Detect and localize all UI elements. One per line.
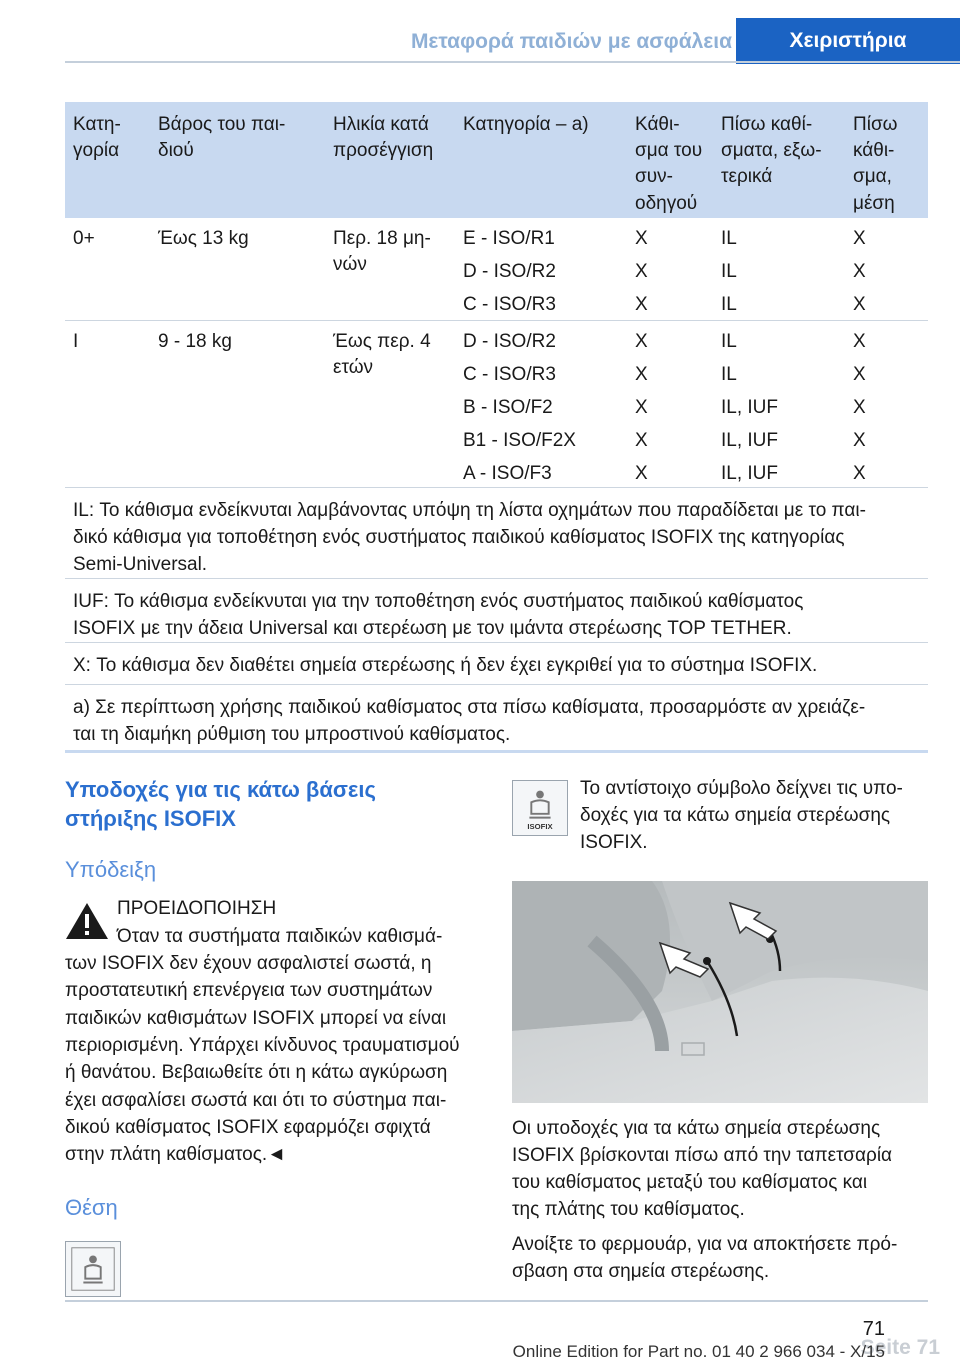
isofix-symbol-row <box>512 776 928 860</box>
table-cell: D - ISO/R2 <box>463 261 556 282</box>
warning-triangle-icon <box>65 901 109 941</box>
table-cell: 9 - 18 kg <box>158 331 232 352</box>
cell-passenger-seat <box>627 226 713 320</box>
table-cell: X <box>635 294 648 315</box>
table-bottom-rule <box>65 750 928 753</box>
cell-age <box>325 329 455 487</box>
cell-weight <box>150 226 325 320</box>
cell-rear-middle <box>845 226 928 320</box>
table-cell: X <box>853 463 866 484</box>
isofix-symbol-text: Το αντίστοιχο σύμβολο δείχνει τις υπο- δοχές για τα κάτω σημεία στερέωσης ISOFIX. <box>580 778 903 853</box>
table-row <box>65 321 928 488</box>
left-column <box>65 776 479 1297</box>
table-cell: IL, IUF <box>721 463 779 484</box>
cell-weight <box>150 329 325 487</box>
table-cell: Περ. 18 μη- νών <box>333 228 431 276</box>
isofix-anchor-photo <box>512 881 928 1103</box>
warning-block <box>65 895 479 1169</box>
table-cell: IL <box>721 294 737 315</box>
table-note-iuf: IUF: Το κάθισμα ενδείκνυται για την τοποθέτηση ενός συστήματος παιδικού καθίσματος ISOFIX με την άδεια Universal και στερέωση με τον ιμάντα στερέωσης TOP TETHER. <box>65 579 928 643</box>
table-cell: X <box>853 331 866 352</box>
cell-class <box>455 226 627 320</box>
table-header-row <box>65 102 928 218</box>
cell-rear-outer <box>713 329 845 487</box>
page-footer <box>0 1300 960 1362</box>
isofix-symbol-icon <box>512 780 568 836</box>
table-cell: X <box>853 364 866 385</box>
cell-rear-middle <box>845 329 928 487</box>
isofix-description <box>512 1116 928 1286</box>
table-cell: 0+ <box>73 228 95 249</box>
warning-title: ΠΡΟΕΙΔΟΠΟΙΗΣΗ <box>117 898 277 920</box>
right-column <box>512 776 928 1282</box>
cell-age <box>325 226 455 320</box>
page-number: 71 <box>862 1318 885 1340</box>
warning-body: Όταν τα συστήματα παιδικών καθισμά- των ISOFIX δεν έχουν ασφαλιστεί σωστά, η προστατευτική επενέργεια των συστημάτων παιδικών καθισμάτων ISOFIX μπορεί να είναι περιορισμένη. Υπάρχει κίνδυνος τραυματισμού ή θανάτου. Βεβαιωθείτε ότι η κάτω αγκύρωση έχει ασφαλίσει σωστά και ότι το σύστημα παι- δικού καθίσματος ISOFIX εφαρμόζει σφιχτά στην πλάτη καθίσματος.◄ <box>65 925 460 1166</box>
table-note-a: a) Σε περίπτωση χρήσης παιδικού καθίσματος στα πίσω καθίσματα, προσαρμόστε αν χρειάζε- ται τη διαμήκη ρύθμιση του μπροστινού καθίσματος. <box>73 697 866 745</box>
table-cell: X <box>635 430 648 451</box>
footer-rule <box>65 1300 928 1302</box>
note-heading: Υπόδειξη <box>65 857 157 883</box>
cell-category <box>65 329 150 487</box>
header-age: Ηλικία κατά προσέγγιση <box>333 114 434 162</box>
table-cell: I <box>73 331 79 352</box>
isofix-access-paragraph: Ανοίξτε το φερμουάρ, για να αποκτήσετε πρό- σβαση στα σημεία στερέωσης. <box>512 1233 898 1282</box>
table-cell: X <box>635 397 648 418</box>
table-cell: A - ISO/F3 <box>463 463 552 484</box>
header-class: Κατηγορία – a) <box>463 114 589 135</box>
table-cell: IL <box>721 364 737 385</box>
table-note-x: X: Το κάθισμα δεν διαθέτει σημεία στερέωσης ή δεν έχει εγκριθεί για το σύστημα ISOFIX. <box>65 643 928 685</box>
header-weight: Βάρος του παι- διού <box>158 114 286 162</box>
table-cell: Έως περ. 4 ετών <box>333 331 431 379</box>
table-cell: B - ISO/F2 <box>463 397 553 418</box>
table-cell: B1 - ISO/F2X <box>463 430 576 451</box>
position-heading: Θέση <box>65 1194 118 1220</box>
table-cell: X <box>635 463 648 484</box>
table-cell: X <box>853 261 866 282</box>
table-cell: Έως 13 kg <box>158 228 249 249</box>
edition-line: Online Edition for Part no. 01 40 2 966 034 - X/15 <box>512 1342 885 1361</box>
cell-class <box>455 329 627 487</box>
watermark: Seite 71 <box>860 1336 940 1359</box>
table-cell: X <box>635 228 648 249</box>
chapter-tab: Χειριστήρια <box>736 18 960 64</box>
table-cell: E - ISO/R1 <box>463 228 555 249</box>
isofix-icon-label: ISOFIX <box>527 822 553 832</box>
header-passenger-seat: Κάθι- σμα του συν- οδηγού <box>635 114 703 214</box>
section-heading: Υποδοχές για τις κάτω βάσεις στήριξης ISOFIX <box>65 777 376 831</box>
cell-passenger-seat <box>627 329 713 487</box>
table-cell: IL <box>721 261 737 282</box>
page-header <box>0 0 960 62</box>
header-rear-middle: Πίσω κάθι- σμα, μέση <box>853 114 898 214</box>
isofix-table <box>65 102 928 751</box>
table-cell: X <box>635 261 648 282</box>
section-title: Μεταφορά παιδιών με ασφάλεια <box>410 30 732 53</box>
table-cell: X <box>635 364 648 385</box>
table-cell: IL, IUF <box>721 430 779 451</box>
table-cell: X <box>635 331 648 352</box>
table-cell: IL, IUF <box>721 397 779 418</box>
child-seat-symbol-icon <box>65 1241 121 1297</box>
table-row <box>65 218 928 321</box>
cell-category <box>65 226 150 320</box>
table-cell: X <box>853 294 866 315</box>
cell-rear-outer <box>713 226 845 320</box>
table-cell: D - ISO/R2 <box>463 331 556 352</box>
table-cell: IL <box>721 228 737 249</box>
table-cell: C - ISO/R3 <box>463 294 556 315</box>
table-cell: X <box>853 430 866 451</box>
table-cell: C - ISO/R3 <box>463 364 556 385</box>
table-cell: X <box>853 228 866 249</box>
isofix-location-paragraph: Οι υποδοχές για τα κάτω σημεία στερέωσης ISOFIX βρίσκονται πίσω από την ταπετσαρία του καθίσματος μεταξύ του καθίσματος και της πλάτης του καθίσματος. <box>512 1118 893 1220</box>
header-category: Κατη- γορία <box>73 114 121 162</box>
header-rear-outer: Πίσω καθί- σματα, εξω- τερικά <box>721 114 822 188</box>
table-cell: X <box>853 397 866 418</box>
table-cell: IL <box>721 331 737 352</box>
table-note-il: IL: Το κάθισμα ενδείκνυται λαμβάνοντας υπόψη τη λίστα οχημάτων που παραδίδεται με το παι- δικό κάθισμα για τοποθέτηση ενός συστήματος παιδικού καθίσματος ISOFIX της κατηγορίας Semi-Universal. <box>65 488 928 579</box>
header-rule <box>65 61 960 63</box>
